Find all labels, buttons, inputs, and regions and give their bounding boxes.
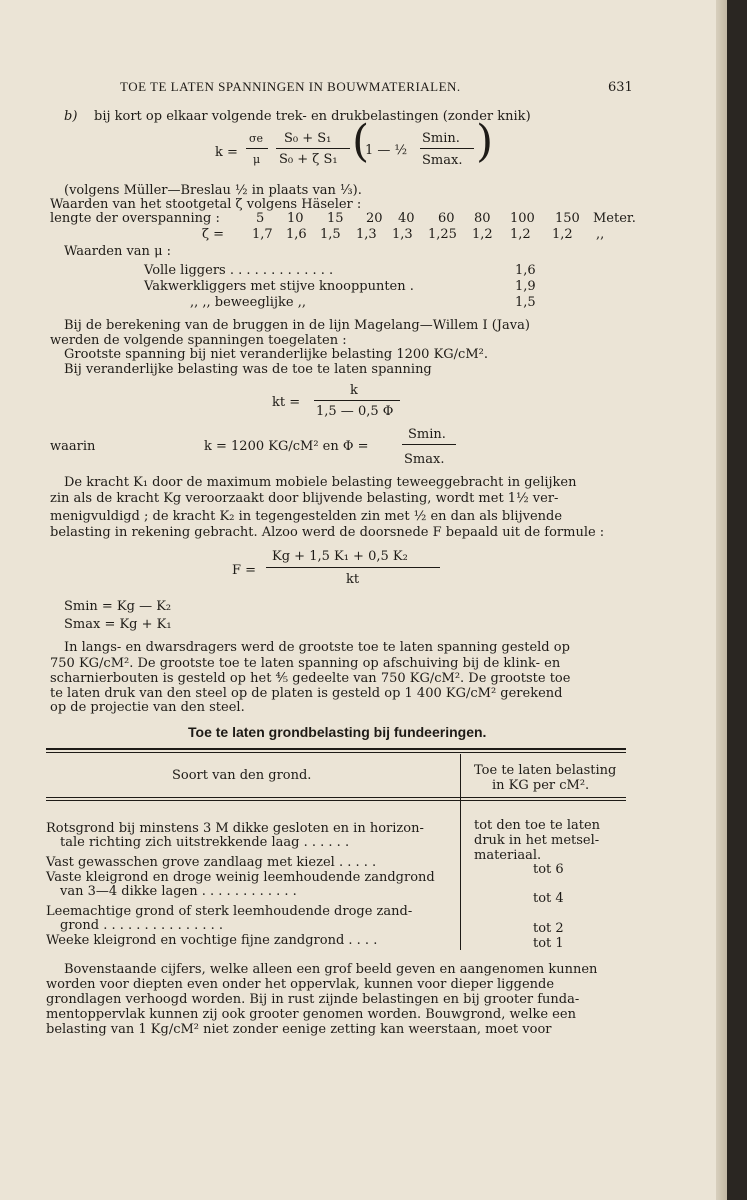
table-row-text: grond . . . . . . . . . . . . . . . [60,918,224,933]
formula1-num3: Smin. [422,131,460,146]
para2-line: menigvuldigd ; de kracht K₂ in tegengestelden zin met ½ en dan als blijvende [50,509,563,524]
table-row-text: Weeke kleigrond en vochtige fijne zandgrond . . . . [46,933,378,948]
table-col1-header: Soort van den grond. [172,768,312,783]
para2-line: belasting in rekening gebracht. Alzoo werd de doorsnede F bepaald uit de formule : [50,525,605,540]
formula3-text: k = 1200 KG/cM² en Φ = [204,439,369,454]
para3-line: scharnierbouten is gesteld op het ⅘ gedeelte van 750 KG/cM². De grootste toe [50,671,571,686]
length-value: 100 [510,211,535,226]
mu-row-text: Volle liggers . . . . . . . . . . . . . [144,263,334,278]
para2-line: De kracht K₁ door de maximum mobiele belasting teweeggebracht in gelijken [64,475,577,490]
mu-row-text: Vakwerkliggers met stijve knooppunten . [144,279,414,294]
fraction-bar [276,148,350,149]
fraction-bar [314,400,400,401]
para4-line: worden voor diepten even onder het oppervlak, kunnen voor dieper liggende [46,977,555,992]
formula1-den2: S₀ + ζ S₁ [279,152,338,167]
formula4-lhs: F = [232,563,257,578]
table-row-value: materiaal. [474,848,542,863]
table-row-text: Vast gewasschen grove zandlaag met kiezel . . . . . [46,855,377,870]
table-row-text: van 3—4 dikke lagen . . . . . . . . . . . . [60,884,297,899]
table-row-value: tot 6 [533,862,564,877]
page-edge [716,0,727,1200]
formula1-num2: S₀ + S₁ [284,131,332,146]
formula1-num1: σe [249,132,264,145]
mu-label: Waarden van μ : [64,244,172,259]
table-row-value: tot den toe te laten [474,818,601,833]
smin-equation: Smin = Kg — K₂ [64,599,172,614]
zeta-value: 1,2 [552,227,573,242]
fraction-bar [266,567,440,568]
length-value: 20 [366,211,383,226]
formula2-num: k [350,383,358,398]
table-row-text: Rotsgrond bij minstens 3 M dikke gesloten en in horizon- [46,821,424,836]
length-unit: Meter. [593,211,636,226]
table-row-text: Vaste kleigrond en droge weinig leemhoudende zandgrond [46,870,435,885]
table-header-rule [46,797,626,798]
table-row-value: tot 1 [533,936,564,951]
para1-line: Bij veranderlijke belasting was de toe te laten spanning [64,362,432,377]
muller-note: (volgens Müller—Breslau ½ in plaats van ⅓). [64,183,362,198]
para3-line: te laten druk van den steel op de platen is gesteld op 1 400 KG/cM² gerekend [50,686,563,701]
formula3-num: Smin. [408,427,446,442]
waarin-label: waarin [50,439,96,454]
formula2-lhs: kt = [272,395,301,410]
length-label: lengte der overspanning : [50,211,220,226]
formula2-den: 1,5 — 0,5 Φ [316,404,394,419]
running-header: TOE TE LATEN SPANNINGEN IN BOUWMATERIALEN. [120,79,461,94]
para3-line: 750 KG/cM². De grootste toe te laten spanning op afschuiving bij de klink- en [50,656,561,671]
zeta-value: 1,2 [472,227,493,242]
mu-row-value: 1,6 [515,263,536,278]
mu-row-text: ,, ,, beweeglijke ,, [190,295,306,310]
fraction-bar [402,444,456,445]
length-value: 80 [474,211,491,226]
table-top-rule [46,752,626,753]
formula1-lhs: k = [215,145,238,160]
length-value: 60 [438,211,455,226]
table-row-value: druk in het metsel- [474,833,600,848]
table-title: Toe te laten grondbelasting bij fundeeringen. [188,724,487,740]
formula4-den: kt [346,572,360,587]
fraction-bar [246,148,268,149]
para4-line: grondlagen verhoogd worden. Bij in rust zijnde belastingen en bij grooter funda- [46,992,580,1007]
table-row-value: tot 2 [533,921,564,936]
zeta-label: ζ = [202,227,225,242]
zeta-value: 1,3 [356,227,377,242]
table-column-divider [460,754,461,950]
zeta-value: 1,7 [252,227,273,242]
left-paren: ( [352,116,370,167]
length-value: 5 [256,211,265,226]
zeta-value: 1,2 [510,227,531,242]
mu-row-value: 1,5 [515,295,536,310]
mu-row-value: 1,9 [515,279,536,294]
zeta-value: 1,25 [428,227,457,242]
length-value: 10 [287,211,304,226]
length-value: 150 [555,211,580,226]
zeta-ditto: ,, [596,227,605,242]
fraction-bar [420,148,474,149]
para2-line: zin als de kracht Kg veroorzaakt door blijvende belasting, wordt met 1½ ver- [50,491,559,506]
item-label: b) [64,109,78,124]
formula1-den3: Smax. [422,153,463,168]
para3-line: In langs- en dwarsdragers werd de grootste toe te laten spanning gesteld op [64,640,570,655]
zeta-value: 1,6 [286,227,307,242]
page-number: 631 [608,80,633,95]
zeta-value: 1,5 [320,227,341,242]
table-col2-header: in KG per cM². [492,778,590,793]
table-row-text: Leemachtige grond of sterk leemhoudende droge zand- [46,904,413,919]
formula1-one-minus-half: 1 — ½ [365,143,408,158]
smax-equation: Smax = Kg + K₁ [64,617,172,632]
right-paren: ) [476,116,494,167]
table-col2-header: Toe te laten belasting [474,763,617,778]
para1-line: werden de volgende spanningen toegelaten : [50,333,347,348]
table-top-rule [46,748,626,750]
item-text: bij kort op elkaar volgende trek- en drukbelastingen (zonder knik) [94,109,531,124]
para1-line: Bij de berekening van de bruggen in de lijn Magelang—Willem I (Java) [64,318,530,333]
length-value: 15 [327,211,344,226]
table-row-text: tale richting zich uitstrekkende laag . . . . . . [60,835,350,850]
table-row-value: tot 4 [533,891,564,906]
formula1-den1: μ [253,153,261,166]
para4-line: Bovenstaande cijfers, welke alleen een grof beeld geven en aangenomen kunnen [64,962,598,977]
haseler-line: Waarden van het stootgetal ζ volgens Häseler : [50,197,362,212]
formula4-num: Kg + 1,5 K₁ + 0,5 K₂ [272,549,408,564]
para3-line: op de projectie van den steel. [50,700,245,715]
table-header-rule [46,800,626,801]
length-value: 40 [398,211,415,226]
para4-line: mentoppervlak kunnen zij ook grooter genomen worden. Bouwgrond, welke een [46,1007,576,1022]
para4-line: belasting van 1 Kg/cM² niet zonder eenige zetting kan weerstaan, moet voor [46,1022,552,1037]
para1-line: Grootste spanning bij niet veranderlijke belasting 1200 KG/cM². [64,347,488,362]
formula3-den: Smax. [404,452,445,467]
zeta-value: 1,3 [392,227,413,242]
